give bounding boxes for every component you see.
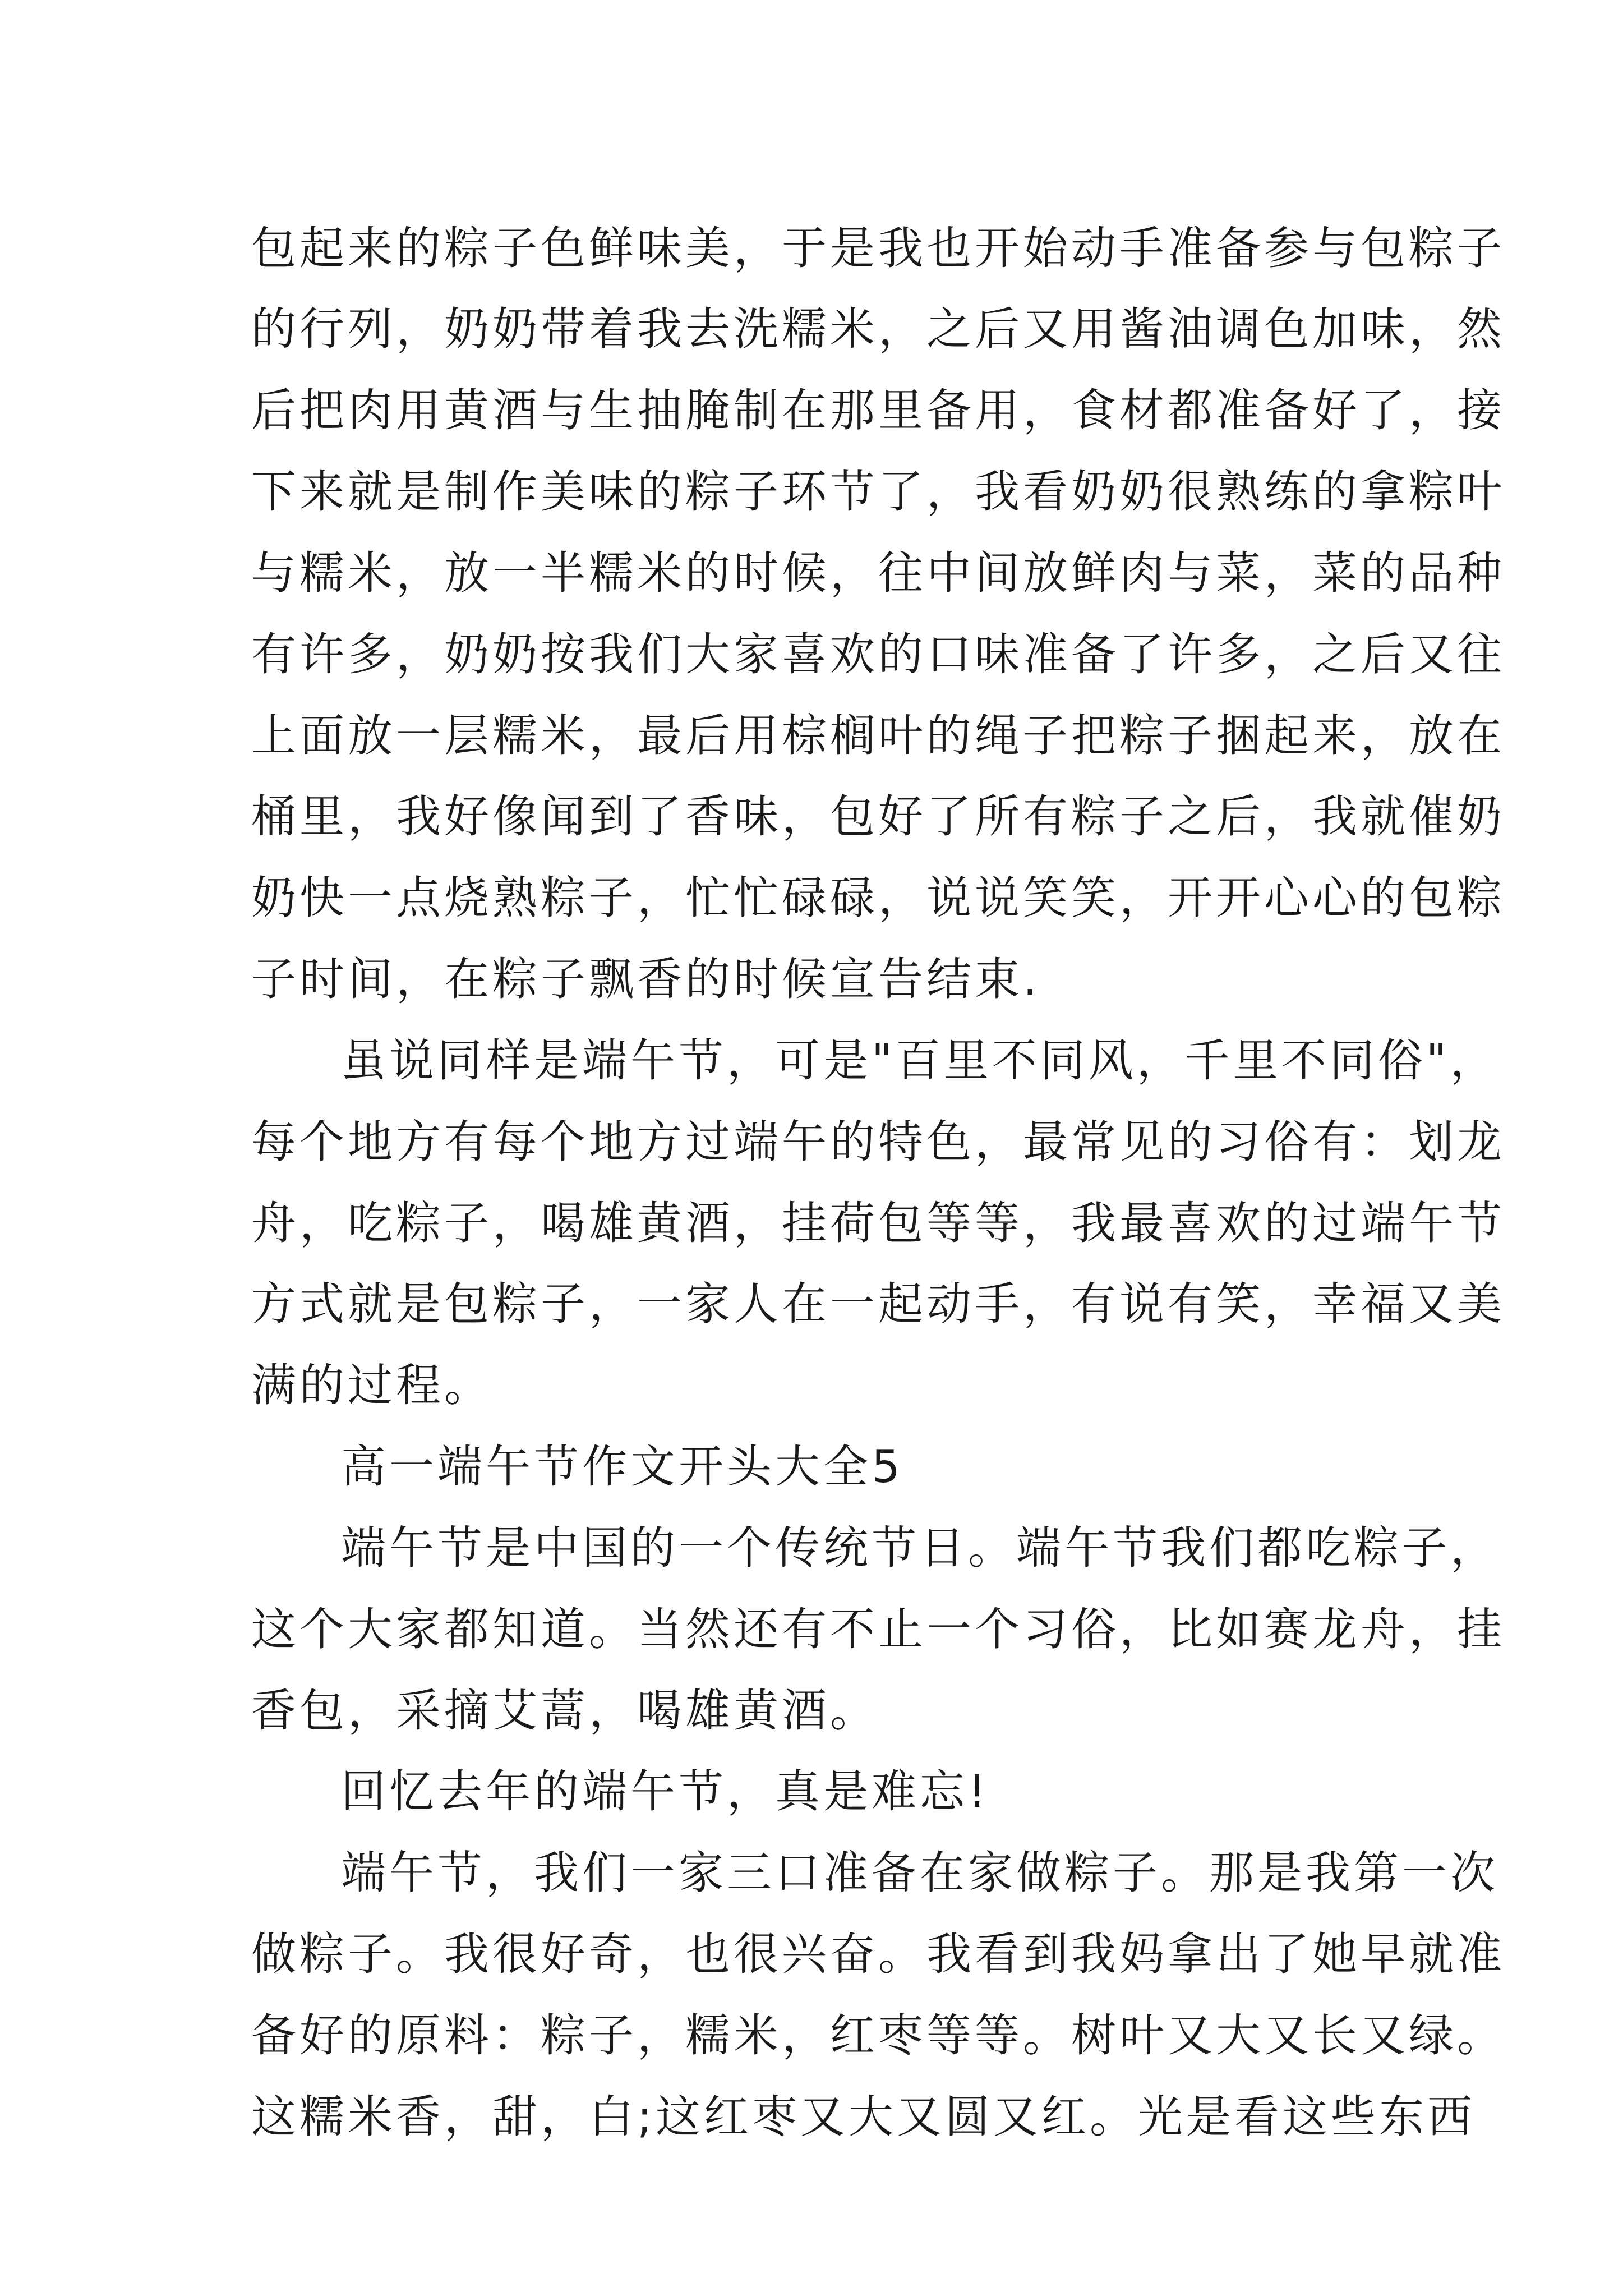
text-line: 香包，采摘艾蒿，喝雄黄酒。 [251, 1685, 878, 1737]
paragraph-first-line: 虽说同样是端午节，可是"百里不同风，千里不同俗"， [341, 1034, 1498, 1087]
text-line: 满的过程。 [251, 1359, 492, 1411]
paragraph-first-line: 回忆去年的端午节，真是难忘! [341, 1765, 990, 1818]
text-line: 方式就是包粽子，一家人在一起动手，有说有笑，幸福又美 [251, 1278, 1505, 1330]
text-line: 舟，吃粽子，喝雄黄酒，挂荷包等等，我最喜欢的过端午节 [251, 1197, 1505, 1249]
text-line: 每个地方有每个地方过端午的特色，最常见的习俗有：划龙 [251, 1116, 1505, 1168]
text-line: 下来就是制作美味的粽子环节了，我看奶奶很熟练的拿粽叶 [251, 466, 1505, 518]
text-line: 上面放一层糯米，最后用棕榈叶的绳子把粽子捆起来，放在 [251, 710, 1505, 762]
text-line: 子时间，在粽子飘香的时候宣告结束. [251, 953, 1041, 1005]
text-line: 有许多，奶奶按我们大家喜欢的口味准备了许多，之后又往 [251, 628, 1505, 680]
text-line: 后把肉用黄酒与生抽腌制在那里备用，食材都准备好了，接 [251, 384, 1505, 436]
text-line: 做粽子。我很好奇，也很兴奋。我看到我妈拿出了她早就准 [251, 1928, 1505, 1980]
paragraph-first-line: 端午节是中国的一个传统节日。端午节我们都吃粽子， [341, 1522, 1498, 1574]
text-line: 这糯米香，甜，白;这红枣又大又圆又红。光是看这些东西 [251, 2091, 1476, 2143]
text-line: 包起来的粽子色鲜味美，于是我也开始动手准备参与包粽子 [251, 222, 1505, 274]
text-line: 的行列，奶奶带着我去洗糯米，之后又用酱油调色加味，然 [251, 303, 1505, 355]
text-line: 这个大家都知道。当然还有不止一个习俗，比如赛龙舟，挂 [251, 1603, 1505, 1655]
text-line: 与糯米，放一半糯米的时候，往中间放鲜肉与菜，菜的品种 [251, 547, 1505, 599]
text-line: 备好的原料：粽子，糯米，红枣等等。树叶又大又长又绿。 [251, 2009, 1505, 2062]
paragraph-first-line: 端午节，我们一家三口准备在家做粽子。那是我第一次 [341, 1847, 1498, 1899]
section-heading: 高一端午节作文开头大全5 [341, 1441, 903, 1493]
text-line: 奶快一点烧熟粽子，忙忙碌碌，说说笑笑，开开心心的包粽 [251, 872, 1505, 924]
text-line: 桶里，我好像闻到了香味，包好了所有粽子之后，我就催奶 [251, 790, 1505, 843]
